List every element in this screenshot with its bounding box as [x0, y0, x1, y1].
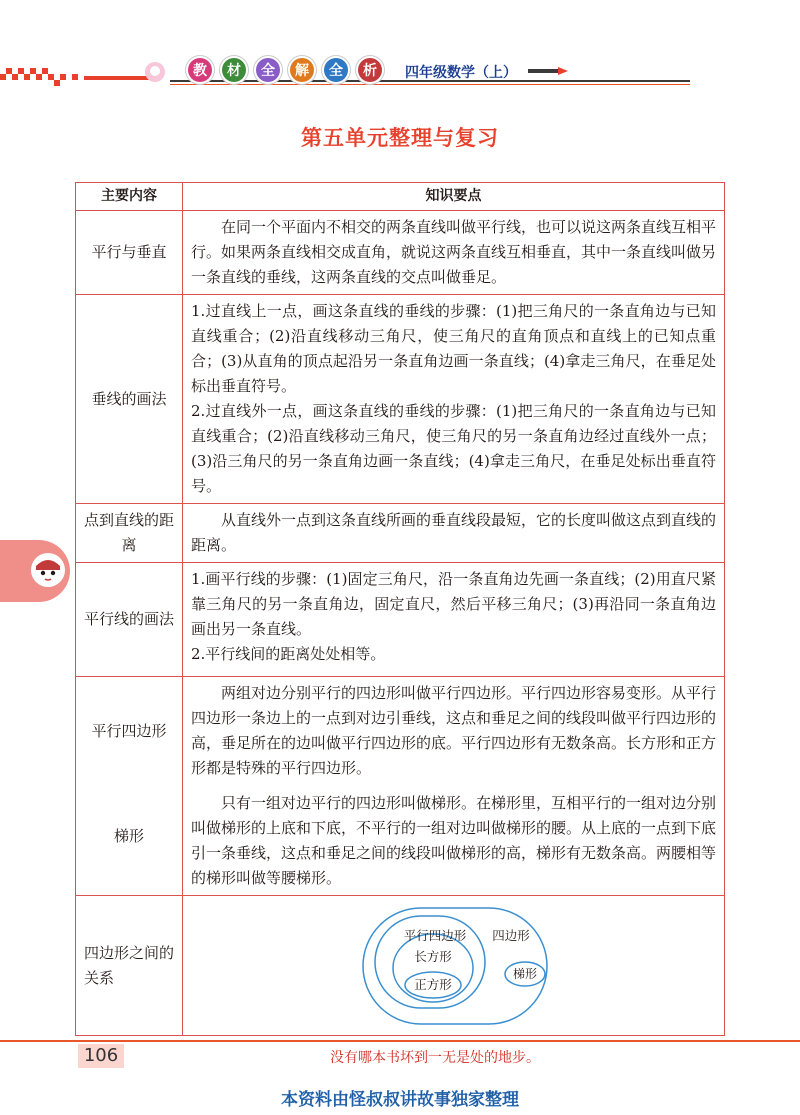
- topic-trapezoid: 梯形: [113, 826, 144, 845]
- header-badge-1: 教: [188, 58, 212, 82]
- topic-perpendicular: 垂线的画法: [76, 295, 183, 504]
- header-checker-decoration: [0, 62, 180, 86]
- topic-parallel-draw: 平行线的画法: [76, 563, 183, 677]
- footer-slogan: 没有哪本书坏到一无是处的地步。: [330, 1050, 540, 1066]
- label-trapezoid: 梯形: [512, 967, 538, 981]
- table-row: [76, 211, 725, 295]
- topic-parallelogram: 平行四边形: [91, 721, 167, 740]
- mascot-face-icon: [30, 552, 66, 588]
- content-distance: [183, 504, 725, 563]
- trapezoid-text: 只有一组对边平行的四边形叫做梯形。在梯形里，互相平行的一组对边分别叫做梯形的上底和下底，不平行的一组对边叫做梯形的腰。从上底的一点到下底引一条垂线，这点和垂足之间的线段叫做梯形的高，梯形有无数条高。两腰相等的梯形叫做等腰梯形。: [191, 794, 717, 887]
- parallelogram-text: 两组对边分别平行的四边形叫做平行四边形。平行四边形容易变形。从平行四边形一条边上的一点到对边引垂线，这点和垂足之间的线段叫做平行四边形的高，垂足所在的边叫做平行四边形的底。平行四边形有无数条高。长方形和正方形都是特殊的平行四边形。: [191, 684, 717, 777]
- table-row: [76, 504, 725, 563]
- header-badge-5: 全: [324, 58, 348, 82]
- table-header-row: [76, 183, 725, 211]
- table-row: [76, 896, 725, 1036]
- content-relation: [183, 896, 725, 1036]
- grade-label: 四年级数学（上）: [405, 65, 517, 81]
- content-parallel-draw: [183, 563, 725, 677]
- distance-text: 从直线外一点到这条直线所画的垂直线段最短，它的长度叫做这点到直线的距离。: [191, 511, 717, 554]
- topic-parallel: 平行与垂直: [76, 211, 183, 295]
- quadrilateral-region: [363, 908, 547, 1024]
- header-rule-accent: [170, 84, 690, 85]
- label-square: 正方形: [414, 977, 452, 992]
- review-table: [75, 182, 725, 1036]
- page-number: 106: [83, 1045, 119, 1066]
- content-perpendicular: [183, 295, 725, 504]
- header-badge-6: 析: [358, 58, 382, 82]
- content-parallel: [183, 211, 725, 295]
- header-points: 知识要点: [183, 183, 725, 211]
- table-row: [76, 677, 725, 896]
- header-topic: 主要内容: [76, 183, 183, 211]
- header-badge-3: 全: [256, 58, 280, 82]
- perp-item-2: 2.过直线外一点，画这条直线的垂线的步骤：(1)把三角尺的一条直角边与已知直线重合；(2)沿直线移动三角尺，使三角尺的另一条直角边经过直线外一点；(3)沿三角尺的另一条直角边画一条直线；(4)拿走三角尺，在垂足处标出垂直符号。: [191, 402, 716, 495]
- content-shapes: [183, 677, 725, 896]
- label-parallelogram: 平行四边形: [403, 928, 467, 943]
- topic-relation: 四边形之间的关系: [76, 896, 183, 1036]
- parallel-draw-item-1: 1.画平行线的步骤：(1)固定三角尺，沿一条直角边先画一条直线；(2)用直尺紧靠三角尺的另一条直角边，固定直尺，然后平移三角尺；(3)再沿同一条直角边画出另一条直线。: [191, 570, 716, 638]
- header-badge-2: 材: [222, 58, 246, 82]
- label-rectangle: 长方形: [414, 949, 452, 964]
- parallel-draw-item-2: 2.平行线间的距离处处相等。: [191, 645, 386, 663]
- quadrilateral-relation-diagram: [183, 896, 723, 1034]
- topic-shapes: [76, 677, 183, 896]
- parallel-text: 在同一个平面内不相交的两条直线叫做平行线，也可以说这两条直线互相平行。如果两条直线相交成直角，就说这两条直线互相垂直，其中一条直线叫做另一条直线的垂线，这两条直线的交点叫做垂足。: [191, 218, 717, 286]
- page-title: 第五单元整理与复习: [301, 126, 499, 150]
- perp-item-1: 1.过直线上一点，画这条直线的垂线的步骤：(1)把三角尺的一条直角边与已知直线重合；(2)沿直线移动三角尺，使三角尺的直角顶点和直线上的已知点重合；(3)从直角的顶点起沿另一条直角边画一条直线；(4)拿走三角尺，在垂足处标出垂直符号。: [191, 302, 716, 395]
- footer-rule: [0, 1040, 800, 1042]
- credit-line: 本资料由怪叔叔讲故事独家整理: [281, 1090, 519, 1110]
- topic-distance: 点到直线的距离: [76, 504, 183, 563]
- header-badge-4: 解: [290, 58, 314, 82]
- pencil-icon: [528, 66, 568, 76]
- label-quadrilateral: 四边形: [492, 928, 530, 943]
- table-row: [76, 563, 725, 677]
- table-row: [76, 295, 725, 504]
